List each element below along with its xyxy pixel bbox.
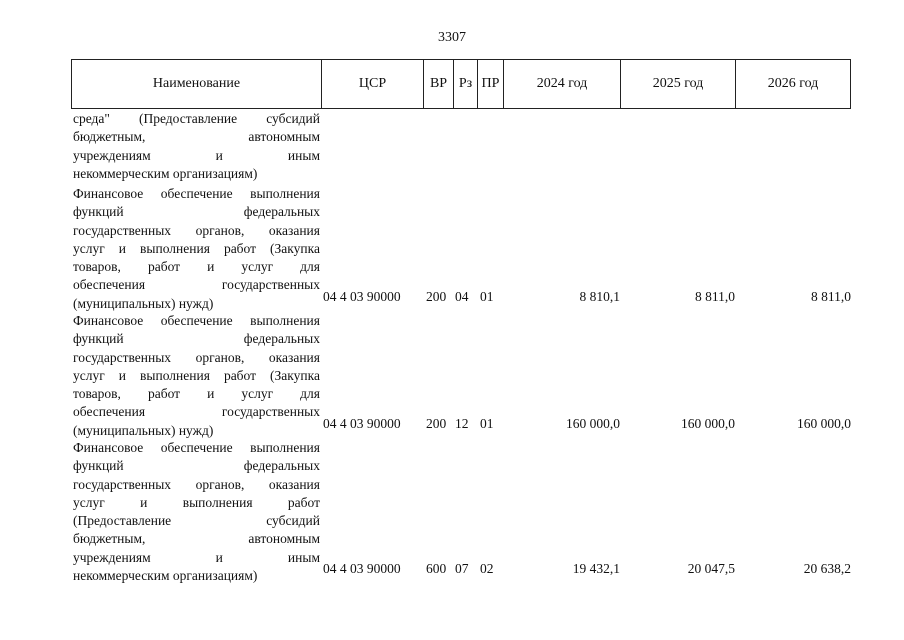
row-2024: 19 432,1: [572, 561, 620, 576]
row-csr: 04 4 03 90000: [323, 561, 401, 576]
header-2026: 2026 год: [736, 60, 851, 109]
row-name: [73, 312, 320, 440]
row-pr: 01: [480, 289, 494, 304]
row-2026: 8 811,0: [811, 289, 851, 304]
row-2024: 160 000,0: [566, 416, 620, 431]
row-name-line: государственных органов, оказания: [73, 222, 320, 238]
row-name-line: (муниципальных) нужд): [73, 422, 214, 438]
row-name-line: услуг и выполнения работ (Закупка: [73, 367, 320, 383]
row-name-line: некоммерческим организациям): [73, 165, 258, 181]
row-name-line: услуг и выполнения работ: [73, 494, 320, 510]
header-2024: 2024 год: [504, 60, 621, 109]
row-name: [73, 439, 320, 585]
row-name-line: учреждениям и иным: [73, 147, 320, 163]
row-name-line: Финансовое обеспечение выполнения: [73, 313, 320, 328]
row-csr: 04 4 03 90000: [323, 289, 401, 304]
row-name: [73, 110, 320, 183]
row-rz: 04: [455, 289, 469, 304]
row-name-line: Финансовое обеспечение выполнения: [73, 440, 320, 455]
row-name-line: услуг и выполнения работ (Закупка: [73, 240, 320, 256]
header-name: Наименование: [72, 60, 322, 109]
row-vr: 200: [426, 416, 447, 431]
row-2025: 160 000,0: [681, 416, 735, 431]
row-vr: 200: [426, 289, 447, 304]
row-rz: 12: [455, 416, 469, 431]
row-2026: 160 000,0: [797, 416, 851, 431]
row-2026: 20 638,2: [803, 561, 851, 576]
row-2025: 20 047,5: [687, 561, 735, 576]
row-name-line: товаров, работ и услуг для: [73, 386, 320, 402]
header-2025: 2025 год: [621, 60, 736, 109]
row-pr: 01: [480, 416, 494, 431]
row-2025: 8 811,0: [695, 289, 735, 304]
row-name-line: (Предоставление субсидий: [73, 513, 320, 529]
row-rz: 07: [455, 561, 469, 576]
page-number: 3307: [438, 30, 466, 45]
row-name: [73, 185, 320, 313]
row-pr: 02: [480, 561, 494, 576]
table-header: [71, 59, 851, 109]
row-name-line: функций федеральных: [73, 204, 320, 220]
row-2024: 8 810,1: [579, 289, 620, 304]
header-vr: ВР: [424, 60, 454, 109]
row-name-line: бюджетным, автономным: [73, 531, 320, 547]
header-rz: Рз: [454, 60, 478, 109]
row-name-line: некоммерческим организациям): [73, 568, 258, 584]
row-name-line: государственных органов, оказания: [73, 476, 320, 492]
row-name-line: обеспечения государственных: [73, 404, 320, 420]
row-name-line: обеспечения государственных: [73, 277, 320, 293]
row-vr: 600: [426, 561, 447, 576]
row-csr: 04 4 03 90000: [323, 416, 401, 431]
row-name-line: бюджетным, автономным: [73, 129, 320, 145]
header-csr: ЦСР: [322, 60, 424, 109]
header-pr: ПР: [478, 60, 504, 109]
row-name-line: функций федеральных: [73, 458, 320, 474]
row-name-line: функций федеральных: [73, 331, 320, 347]
row-name-line: (муниципальных) нужд): [73, 295, 214, 311]
row-name-line: учреждениям и иным: [73, 549, 320, 565]
row-name-line: государственных органов, оказания: [73, 349, 320, 365]
row-name-line: товаров, работ и услуг для: [73, 259, 320, 275]
row-name-line: среда" (Предоставление субсидий: [73, 111, 320, 126]
row-name-line: Финансовое обеспечение выполнения: [73, 186, 320, 201]
